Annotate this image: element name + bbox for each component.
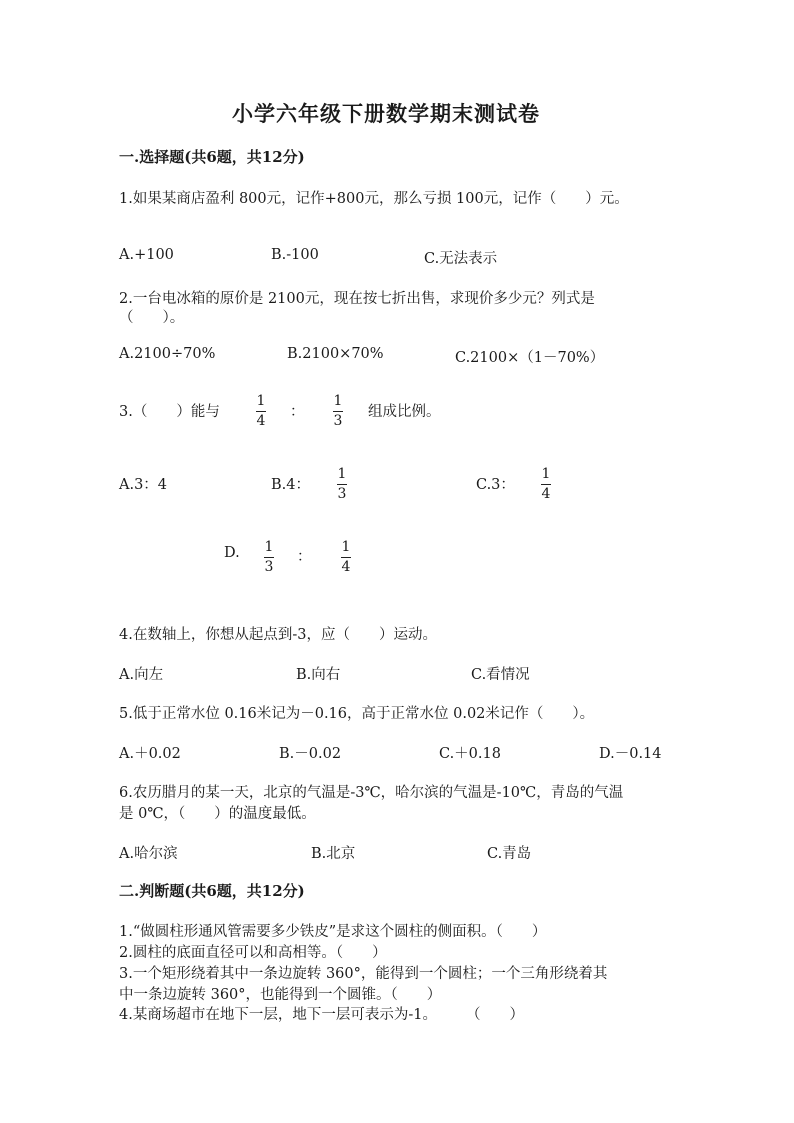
q1-option-b: B.-100 [271,247,319,263]
q3-ratio-colon: ： [290,404,305,420]
fraction-denominator: 3 [333,413,343,429]
q1-option-c: C.无法表示 [424,251,498,267]
q3-option-d-fraction-2 [341,539,351,576]
q3-option-b-fraction [337,466,347,503]
question-4: 4.在数轴上，你想从起点到-3，应（ ）运动。 [119,627,437,643]
fraction-bar [264,557,274,558]
fraction-denominator: 3 [337,486,347,502]
q3-fraction-1-4 [256,393,266,430]
question-3-prefix: 3.（ ）能与 [119,404,220,420]
q4-option-a: A.向左 [119,667,164,683]
fraction-denominator: 4 [256,413,266,429]
fraction-denominator: 4 [541,486,551,502]
q4-option-b: B.向右 [296,667,341,683]
q3-option-d-colon: ： [297,549,312,565]
q5-option-a: A.＋0.02 [119,746,181,762]
section-heading-choice: 一.选择题(共6题，共12分) [119,148,305,166]
q3-option-b-prefix: B.4： [271,477,310,493]
question-3-suffix: 组成比例。 [368,404,441,420]
q3-option-c-fraction [541,466,551,503]
fraction-numerator: 1 [337,466,347,482]
q6-option-a: A.哈尔滨 [119,846,178,862]
question-2-line-2: （ ）。 [119,310,185,326]
fraction-numerator: 1 [341,539,351,555]
fraction-numerator: 1 [333,393,343,409]
page-title: 小学六年级下册数学期末测试卷 [232,101,540,126]
judgment-item-1: 1.“做圆柱形通风管需要多少铁皮”是求这个圆柱的侧面积。（ ） [119,924,547,940]
q4-option-c: C.看情况 [471,667,530,683]
fraction-bar [541,484,551,485]
q2-option-b: B.2100×70% [287,346,384,362]
judgment-item-3-line-2: 中一条边旋转 360°，也能得到一个圆锥。（ ） [119,987,442,1003]
fraction-bar [333,411,343,412]
q5-option-b: B.－0.02 [279,746,342,762]
q2-option-a: A.2100÷70% [119,346,216,362]
section-heading-judgment: 二.判断题(共6题，共12分) [119,882,305,900]
q3-option-a: A.3：4 [119,477,168,493]
fraction-denominator: 3 [264,559,274,575]
q3-option-d-prefix: D. [224,545,240,561]
q2-option-c: C.2100×（1－70%） [455,350,605,366]
fraction-bar [341,557,351,558]
q1-option-a: A.+100 [119,247,174,263]
judgment-item-2: 2.圆柱的底面直径可以和高相等。（ ） [119,945,387,961]
fraction-denominator: 4 [341,559,351,575]
question-1: 1.如果某商店盈利 800元，记作+800元，那么亏损 100元，记作（ ）元。 [119,191,629,207]
fraction-numerator: 1 [256,393,266,409]
judgment-item-4: 4.某商场超市在地下一层，地下一层可表示为-1。 （ ） [119,1007,524,1023]
fraction-bar [337,484,347,485]
question-2-line-1: 2.一台电冰箱的原价是 2100元，现在按七折出售，求现价多少元？列式是 [119,291,595,307]
question-6-line-2: 是 0℃，（ ）的温度最低。 [119,806,316,822]
fraction-numerator: 1 [264,539,274,555]
q5-option-c: C.＋0.18 [439,746,501,762]
q3-option-c-prefix: C.3： [476,477,515,493]
question-6-line-1: 6.农历腊月的某一天，北京的气温是-3℃，哈尔滨的气温是-10℃，青岛的气温 [119,785,624,801]
q5-option-d: D.－0.14 [599,746,662,762]
q3-option-d-fraction-1 [264,539,274,576]
question-5: 5.低于正常水位 0.16米记为－0.16，高于正常水位 0.02米记作（ ）。 [119,706,595,722]
q3-fraction-1-3 [333,393,343,430]
fraction-bar [256,411,266,412]
q6-option-b: B.北京 [311,846,356,862]
q6-option-c: C.青岛 [487,846,532,862]
fraction-numerator: 1 [541,466,551,482]
judgment-item-3-line-1: 3.一个矩形绕着其中一条边旋转 360°，能得到一个圆柱；一个三角形绕着其 [119,966,608,982]
